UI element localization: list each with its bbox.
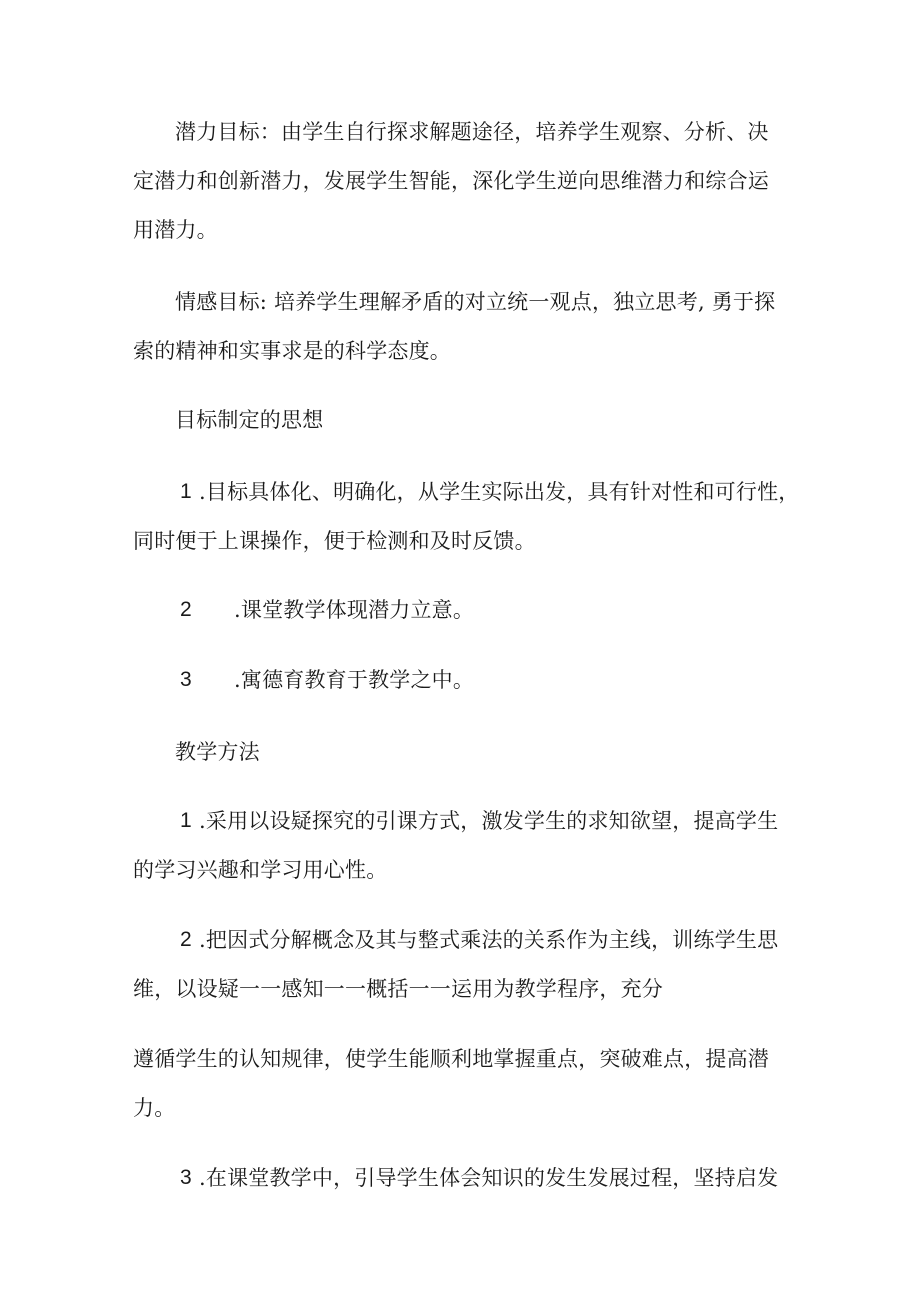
method-item-2-number: 2: [180, 928, 192, 951]
method-item-3-line-1: .在课堂教学中，引导学生体会知识的发生发展过程，坚持启发: [199, 1166, 779, 1190]
emotion-goal-line-1: 情感目标: 培养学生理解矛盾的对立统一观点，独立思考, 勇于探: [175, 290, 776, 314]
goal-thought-heading: 目标制定的思想: [175, 408, 324, 432]
method-item-1-number: 1: [180, 809, 192, 832]
goal-item-2-line-1: .课堂教学体现潜力立意。: [234, 598, 475, 622]
emotion-goal-line-2: 索的精神和实事求是的科学态度。: [133, 339, 451, 363]
goal-item-3-line-1: .寓德育教育于教学之中。: [234, 668, 475, 692]
ability-goal-line-2: 定潜力和创新潜力，发展学生智能，深化学生逆向思维潜力和综合运: [133, 169, 769, 193]
method-heading: 教学方法: [175, 740, 260, 764]
goal-item-2-number: 2: [180, 598, 192, 621]
method-item-2-line-3: 遵循学生的认知规律，使学生能顺利地掌握重点，突破难点，提高潜: [133, 1047, 769, 1071]
goal-item-1-line-1: .目标具体化、明确化，从学生实际出发，具有针对性和可行性，: [199, 480, 800, 504]
method-item-2-line-2: 维，以设疑一一感知一一概括一一运用为教学程序，充分: [133, 977, 663, 1001]
goal-item-1-number: 1: [180, 480, 192, 503]
method-item-1-line-2: 的学习兴趣和学习用心性。: [133, 858, 388, 882]
goal-item-3-number: 3: [180, 668, 192, 691]
method-item-2-line-1: .把因式分解概念及其与整式乘法的关系作为主线，训练学生思: [199, 928, 779, 952]
ability-goal-line-3: 用潜力。: [133, 218, 218, 242]
method-item-1-line-1: .采用以设疑探究的引课方式，激发学生的求知欲望，提高学生: [199, 809, 779, 833]
method-item-3-number: 3: [180, 1166, 192, 1189]
goal-item-1-line-2: 同时便于上课操作，便于检测和及时反馈。: [133, 529, 536, 553]
method-item-2-line-4: 力。: [133, 1096, 176, 1120]
ability-goal-line-1: 潜力目标：由学生自行探求解题途径，培养学生观察、分析、决: [175, 120, 769, 144]
